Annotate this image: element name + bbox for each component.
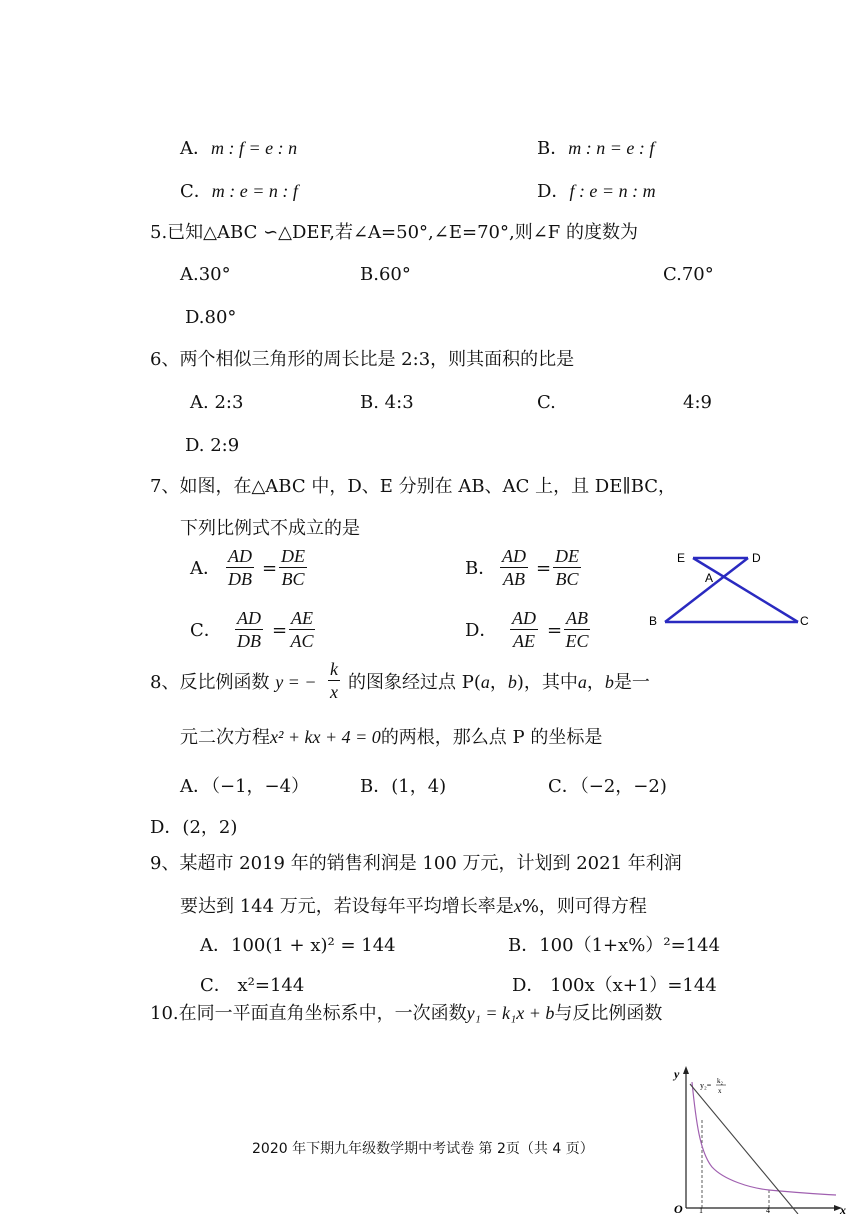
q9-option-d: D． 100x（x+1）=144	[512, 975, 717, 996]
q7-option-a-label: A．	[190, 558, 221, 579]
q7-option-d-equals: =	[547, 620, 563, 641]
q6-option-b: B. 4:3	[360, 392, 414, 413]
q10-stem: 10.在同一平面直角坐标系中，一次函数y₁ = k₁x + b与反比例函数	[150, 1003, 663, 1024]
q5-option-c: C.70°	[663, 264, 714, 285]
q9-stem-line2: 要达到 144 万元，若设每年平均增长率是x%，则可得方程	[180, 896, 647, 917]
q4-option-c-expr: m : e = n : f	[211, 181, 298, 201]
q7-option-c-equals: =	[272, 620, 288, 641]
q10-linear-function: y₁ = k₁x + b	[466, 1003, 555, 1023]
q8-stem-line1-rest: 的图象经过点 P(a，b)，其中a，b是一	[348, 672, 650, 693]
q4-option-a: A．m : f = e : n	[180, 138, 298, 159]
graph-x-label: x	[840, 1203, 846, 1214]
q5-option-d: D.80°	[185, 307, 237, 328]
q7-figure-label-d: D	[752, 551, 761, 565]
q8-stem-line2: 元二次方程x² + kx + 4 = 0的两根，那么点 P 的坐标是	[180, 727, 603, 748]
q7-stem-line1: 7、如图，在△ABC 中，D、E 分别在 AB、AC 上，且 DE∥BC，	[150, 476, 677, 497]
q7-figure-label-a: A	[705, 571, 714, 585]
q6-option-c: C.	[537, 392, 556, 413]
q7-option-b-label: B．	[465, 558, 497, 579]
page-footer: 2020 年下期九年级数学期中考试卷 第 2页（共 4 页）	[252, 1141, 594, 1157]
q7-option-c-label: C．	[190, 620, 222, 641]
q7-option-a-frac1: $\frac{AD}{DB}$	[228, 546, 252, 589]
q8-option-b: B．(1，4)	[360, 776, 447, 797]
q7-figure-label-b: B	[649, 614, 658, 628]
q9-option-a: A．100(1 + x)² = 144	[200, 935, 396, 956]
q4-option-a-expr: m : f = e : n	[211, 138, 298, 158]
q7-option-d-frac2: $\frac{AB}{EC}$	[565, 608, 589, 651]
q9-option-c: C． x²=144	[200, 975, 305, 996]
q5-option-b: B.60°	[360, 264, 411, 285]
q5-option-a: A.30°	[180, 264, 231, 285]
q7-option-c-frac1: $\frac{AD}{DB}$	[237, 608, 261, 651]
q4-option-b-expr: m : n = e : f	[568, 138, 655, 158]
q7-figure-label-e: E	[677, 551, 686, 565]
q7-stem-line2: 下列比例式不成立的是	[180, 518, 360, 539]
q8-quadratic-equation: x² + kx + 4 = 0	[270, 727, 381, 747]
graph-curve-label-k2: k₂	[717, 1077, 723, 1085]
graph-tick-1: 1	[699, 1206, 703, 1214]
q6-stem: 6、两个相似三角形的周长比是 2:3，则其面积的比是	[150, 349, 575, 370]
q8-option-d: D．(2，2)	[150, 817, 238, 838]
q8-option-c: C．（−2，−2)	[548, 776, 667, 797]
q8-option-a: A．（−1，−4）	[180, 776, 310, 797]
graph-tick-4: 4	[766, 1206, 770, 1214]
q9-stem-line1: 9、某超市 2019 年的销售利润是 100 万元，计划到 2021 年利润	[150, 853, 682, 874]
q6-option-c-value: 4:9	[683, 392, 712, 413]
q9-option-b: B．100（1+x%）²=144	[508, 935, 721, 956]
q4-option-d-expr: f : e = n : m	[569, 181, 656, 201]
graph-origin-label: O	[674, 1202, 683, 1214]
q4-option-c: C．m : e = n : f	[180, 181, 298, 202]
q7-option-b-equals: =	[536, 558, 552, 579]
q8-fraction-k-over-x: $\frac{k}{x}$	[330, 659, 338, 702]
q4-option-d: D．f : e = n : m	[537, 181, 656, 202]
q6-option-a: A. 2:3	[190, 392, 244, 413]
q7-option-d-frac1: $\frac{AD}{AE}$	[512, 608, 536, 651]
graph-y-label: y	[674, 1067, 680, 1081]
q6-option-d: D. 2:9	[185, 435, 240, 456]
graph-curve-label: y₂=	[700, 1081, 712, 1090]
q4-option-b: B．m : n = e : f	[537, 138, 655, 159]
q7-option-a-equals: =	[262, 558, 278, 579]
q10-function-graph	[660, 1062, 850, 1214]
q5-stem: 5.已知△ABC ∽△DEF,若∠A=50°,∠E=70°,则∠F 的度数为	[150, 222, 638, 243]
q7-option-b-frac1: $\frac{AD}{AB}$	[502, 546, 526, 589]
q7-option-c-frac2: $\frac{AE}{AC}$	[290, 608, 314, 651]
q7-option-a-frac2: $\frac{DE}{BC}$	[281, 546, 305, 589]
q7-option-d-label: D．	[465, 620, 498, 641]
q7-option-b-frac2: $\frac{DE}{BC}$	[555, 546, 579, 589]
q8-stem-line1: 8、反比例函数 y = −	[150, 672, 317, 693]
q7-figure-label-c: C	[800, 614, 809, 628]
q7-triangle-figure	[645, 545, 820, 635]
graph-curve-label-x: x	[718, 1087, 722, 1095]
